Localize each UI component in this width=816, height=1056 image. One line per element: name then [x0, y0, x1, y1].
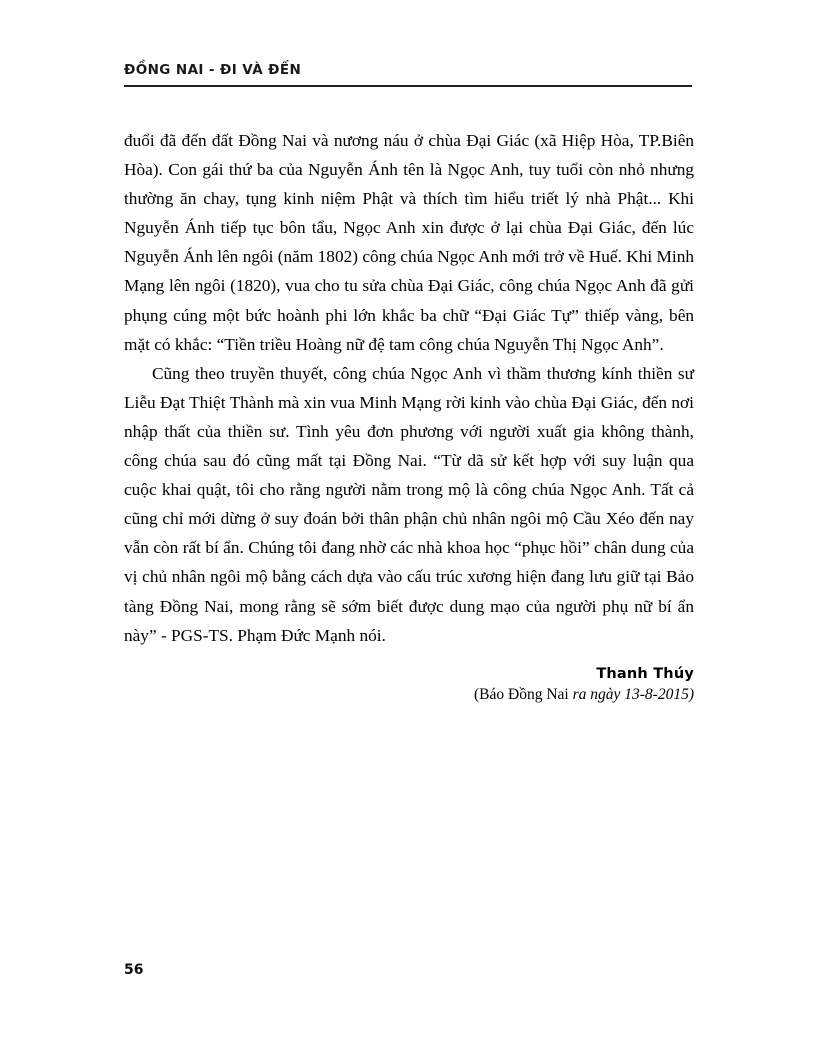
page-header: [124, 62, 692, 87]
source-name: Đồng Nai: [504, 685, 573, 703]
header-divider: [124, 85, 692, 87]
paragraph: Cũng theo truyền thuyết, công chúa Ngọc Anh vì thầm thương kính thiền sư Liễu Đạt Thiệt Thành mà xin vua Minh Mạng rời kinh vào chùa Đại Giác, đến nơi nhập thất của thiền sư. Tình yêu đơn phương với người xuất gia không thành, công chúa sau đó cũng mất tại Đồng Nai. “Từ dã sử kết hợp với suy luận qua cuộc khai quật, tôi cho rằng người nằm trong mộ là công chúa Ngọc Anh. Tất cả cũng chỉ mới dừng ở suy đoán bởi thân phận chủ nhân ngôi mộ Cầu Xéo đến nay vẫn còn rất bí ẩn. Chúng tôi đang nhờ các nhà khoa học “phục hồi” chân dung của vị chủ nhân ngôi mộ bằng cách dựa vào cấu trúc xương hiện đang lưu giữ tại Bảo tàng Đồng Nai, mong rằng sẽ sớm biết được dung mạo của người phụ nữ bí ẩn này” - PGS-TS. Phạm Đức Mạnh nói.: [124, 363, 694, 645]
paragraph: đuổi đã đến đất Đồng Nai và nương náu ở chùa Đại Giác (xã Hiệp Hòa, TP.Biên Hòa). Con gái thứ ba của Nguyễn Ánh tên là Ngọc Anh, tuy tuổi còn nhỏ nhưng thường ăn chay, tụng kinh niệm Phật và thích tìm hiểu triết lý nhà Phật... Khi Nguyễn Ánh tiếp tục bôn tẩu, Ngọc Anh xin được ở lại chùa Đại Giác, đến lúc Nguyễn Ánh lên ngôi (năm 1802) công chúa Ngọc Anh mới trở về Huế. Khi Minh Mạng lên ngôi (1820), vua cho tu sửa chùa Đại Giác, công chúa Ngọc Anh đã gửi phụng cúng một bức hoành phi lớn khắc ba chữ “Đại Giác Tự” thiếp vàng, bên mặt có khắc: “Tiền triều Hoàng nữ đệ tam công chúa Nguyễn Thị Ngọc Anh”.: [124, 131, 694, 354]
body-content: [124, 126, 694, 704]
running-title: ĐỒNG NAI - ĐI VÀ ĐẾN: [124, 62, 302, 78]
source-suffix: ra ngày 13-8-2015): [572, 685, 694, 703]
source-prefix: (Báo: [474, 685, 505, 703]
page-number: 56: [124, 962, 144, 978]
author-signature: Thanh Thúy: [596, 665, 694, 682]
source-line: [124, 686, 694, 704]
